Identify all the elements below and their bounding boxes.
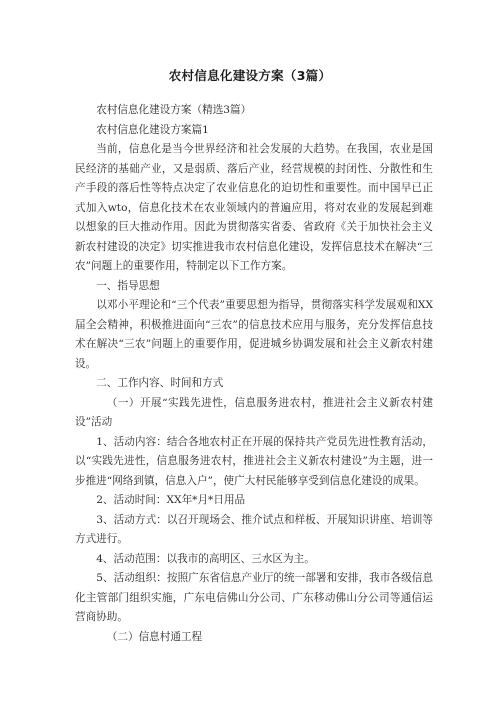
- heading-work-content: 二、工作内容、时间和方式: [96, 377, 224, 389]
- heading-village-project: （二）信息村通工程: [106, 630, 203, 643]
- paragraph-activity-scope: 4、活动范围：以我市的高明区、三水区为主。: [96, 552, 315, 565]
- heading-activity-one: （一）开展“实践先进性，信息服务进农村，推进社会主义新农村建设”活动: [75, 396, 433, 428]
- paragraph-subtitle: 农村信息化建设方案（精选3篇）: [96, 104, 252, 116]
- paragraph-guiding-thought: 以邓小平理论和“三个代表”重要思想为指导，贯彻落实科学发展观和XX届全会精神，积极推进面向“三农”的信息技术应用与服务，充分发挥信息技术在解决“三农”问题上的重要作用，促进城乡协调发展和社会主义新农村建设。: [75, 299, 433, 370]
- paragraph-section-heading: 农村信息化建设方案篇1: [96, 123, 209, 136]
- paragraph-activity-organization: 5、活动组织：按照广东省信息产业厅的统一部署和安排，我市各级信息化主管部门组织实施，广东电信佛山分公司、广东移动佛山分公司等通信运营商协助。: [75, 572, 433, 623]
- paragraph-activity-content: 1、活动内容：结合各地农村正在开展的保持共产党员先进性教育活动，以“实践先进性，信息服务进农村，推进社会主义新农村建设”为主题，进一步推进“网络到镇，信息入户”，使广大村民能够享受到信息化建设的成果。: [75, 435, 433, 487]
- paragraph-activity-method: 3、活动方式：以召开现场会、推介试点和样板、开展知识讲座、培训等方式进行。: [75, 513, 433, 545]
- heading-guiding-thought: 一、指导思想: [96, 279, 160, 292]
- document-body: [75, 101, 433, 647]
- paragraph-intro: 当前，信息化是当今世界经济和社会发展的大趋势。在我国，农业是国民经济的基础产业，又是弱质、落后产业，经营规模的封闭性、分散性和生产手段的落后性等特点决定了农业信息化的迫切性和重要性。而中国早已正式加入wto，信息化技术在农业领域内的普遍应用，将对农业的发展起到难以想象的巨大推动作用。因此为贯彻落实省委、省政府《关于加快社会主义新农村建设的决定》切实推进我市农村信息化建设，发挥信息技术在解决“三农”问题上的重要作用，特制定以下工作方案。: [75, 143, 433, 272]
- paragraph-activity-time: 2、活动时间：XX年*月*日用品: [96, 494, 246, 506]
- document-title: 农村信息化建设方案（3篇）: [168, 68, 332, 83]
